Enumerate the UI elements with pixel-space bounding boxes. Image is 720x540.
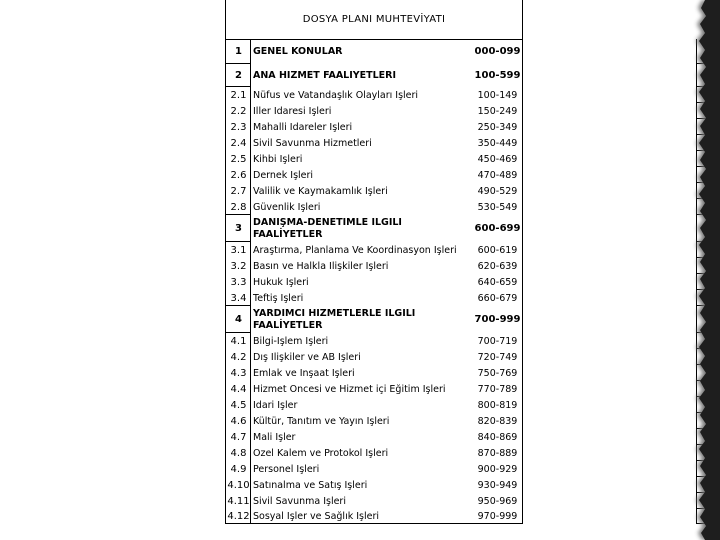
row-label: Sosyal İşler ve Sağlık İşleri — [253, 511, 380, 522]
table-row — [226, 199, 524, 215]
table-row — [226, 151, 524, 167]
row-range: 750-769 — [477, 367, 518, 379]
row-label: İdari İşler — [253, 399, 298, 411]
row-num: 4.4 — [230, 383, 247, 395]
row-range: 530-549 — [477, 201, 518, 213]
row-num: 4.11 — [227, 495, 250, 507]
section-row — [226, 39, 524, 64]
row-num: 2.5 — [230, 153, 247, 165]
row-label: Kültür, Tanıtım ve Yayın İşleri — [253, 415, 390, 427]
row-label: Sivil Savunma Hizmetleri — [253, 137, 372, 149]
row-range: 700-719 — [477, 335, 518, 347]
row-range: 600-619 — [477, 244, 518, 256]
table-row — [226, 274, 524, 290]
row-label: Nüfus ve Vatandaşlık Olayları İşleri — [253, 89, 419, 101]
row-label: Satınalma ve Satış İşleri — [253, 479, 368, 491]
table-row — [226, 349, 524, 365]
row-num: 3.4 — [230, 292, 247, 304]
section-border — [226, 86, 250, 87]
row-label: Mahalli İdareler İşleri — [253, 121, 353, 133]
row-label: Kihbi İşleri — [253, 153, 303, 165]
row-range: 350-449 — [477, 137, 518, 149]
row-range: 700-999 — [474, 314, 521, 325]
row-label: Özel Kalem ve Protokol İşleri — [253, 447, 389, 459]
table-row — [226, 397, 524, 413]
row-num: 2.1 — [230, 89, 247, 101]
row-range: 870-889 — [477, 447, 518, 459]
row-range: 150-249 — [477, 105, 518, 117]
row-num: 4.5 — [230, 399, 247, 411]
row-range: 950-969 — [477, 495, 518, 507]
row-range: 900-929 — [477, 463, 518, 475]
row-num: 4 — [235, 314, 242, 325]
document-title: DOSYA PLANI MUHTEVİYATI — [226, 0, 522, 40]
row-num: 2.8 — [230, 201, 247, 213]
row-label: ANA HİZMET FAALİYETLERİ — [253, 69, 397, 81]
row-num: 4.12 — [227, 511, 250, 522]
table-row — [226, 290, 524, 306]
section-row — [226, 306, 524, 333]
table-row — [226, 87, 524, 103]
row-range: 450-469 — [477, 153, 518, 165]
table-row — [226, 119, 524, 135]
row-num: 2.2 — [230, 105, 247, 117]
row-num: 4.6 — [230, 415, 247, 427]
row-label: Dernek İşleri — [253, 169, 314, 181]
row-num: 4.9 — [230, 463, 247, 475]
row-label: Personel İşleri — [253, 463, 320, 475]
row-range: 820-839 — [477, 415, 518, 427]
table-row — [226, 477, 524, 493]
table-row — [226, 493, 524, 509]
row-range: 470-489 — [477, 169, 518, 181]
table-row — [226, 461, 524, 477]
section-border — [226, 214, 250, 215]
table-row — [226, 183, 524, 199]
row-label: Mali İşler — [253, 431, 296, 443]
row-range: 800-819 — [477, 399, 518, 411]
row-label: DANIŞMA-DENETİMLE İLGİLİ FAALİYETLER — [253, 216, 402, 240]
row-num: 4.1 — [230, 335, 247, 347]
row-label: Basın ve Halkla İlişkiler İşleri — [253, 260, 389, 272]
row-label: GENEL KONULAR — [253, 45, 343, 57]
row-num: 3 — [235, 223, 242, 234]
table-row — [226, 509, 524, 524]
row-label: Valilik ve Kaymakamlık İşleri — [253, 185, 388, 197]
table-row — [226, 429, 524, 445]
table-row — [226, 381, 524, 397]
row-num: 4.3 — [230, 367, 247, 379]
table-row — [226, 258, 524, 274]
row-num: 4.8 — [230, 447, 247, 459]
row-range: 930-949 — [477, 479, 518, 491]
row-range: 100-149 — [477, 89, 518, 101]
torn-paper-edge — [672, 0, 720, 540]
row-label: Güvenlik İşleri — [253, 201, 321, 213]
row-num: 2 — [235, 70, 242, 81]
row-range: 620-639 — [477, 260, 518, 272]
row-num: 4.10 — [227, 479, 250, 491]
row-label: Hizmet Öncesi ve Hizmet içi Eğitim İşleri — [253, 383, 446, 395]
row-range: 100-599 — [474, 70, 521, 81]
row-label: YARDIMCI HİZMETLERLE İLGİLİ FAALİYETLER — [253, 307, 416, 331]
row-num: 2.6 — [230, 169, 247, 181]
row-label: Hukuk İşleri — [253, 276, 309, 288]
row-range: 660-679 — [477, 292, 518, 304]
section-border — [226, 63, 250, 64]
row-label: Sivil Savunma İşleri — [253, 495, 346, 507]
row-range: 770-789 — [477, 383, 518, 395]
row-num: 2.4 — [230, 137, 247, 149]
table-row — [226, 365, 524, 381]
table-row — [226, 103, 524, 119]
table-row — [226, 445, 524, 461]
section-border — [226, 332, 250, 333]
table-row — [226, 333, 524, 349]
row-num: 2.7 — [230, 185, 247, 197]
row-range: 840-869 — [477, 431, 518, 443]
row-label: Emlak ve İnşaat İşleri — [253, 367, 355, 379]
row-range: 600-699 — [474, 223, 521, 234]
row-num: 1 — [235, 46, 242, 57]
row-label: Bilgi-İşlem İşleri — [253, 335, 329, 347]
row-range: 970-999 — [477, 511, 518, 522]
table-row — [226, 413, 524, 429]
section-row — [226, 64, 524, 87]
row-num: 3.1 — [230, 244, 247, 256]
row-label: Araştırma, Planlama Ve Koordinasyon İşleri — [253, 244, 457, 256]
row-range: 000-099 — [474, 46, 521, 57]
row-range: 490-529 — [477, 185, 518, 197]
file-plan-table — [225, 0, 523, 524]
row-range: 250-349 — [477, 121, 518, 133]
row-num: 4.7 — [230, 431, 247, 443]
table-row — [226, 135, 524, 151]
row-num: 4.2 — [230, 351, 247, 363]
row-range: 720-749 — [477, 351, 518, 363]
row-label: İller İdaresi İşleri — [253, 105, 332, 117]
row-label: Dış İlişkiler ve AB İşleri — [253, 351, 361, 363]
row-num: 3.2 — [230, 260, 247, 272]
row-label: Teftiş İşleri — [253, 292, 304, 304]
section-border — [226, 241, 250, 242]
section-row — [226, 215, 524, 242]
table-row — [226, 242, 524, 258]
row-range: 640-659 — [477, 276, 518, 288]
row-num: 2.3 — [230, 121, 247, 133]
row-num: 3.3 — [230, 276, 247, 288]
table-row — [226, 167, 524, 183]
section-border — [226, 305, 250, 306]
